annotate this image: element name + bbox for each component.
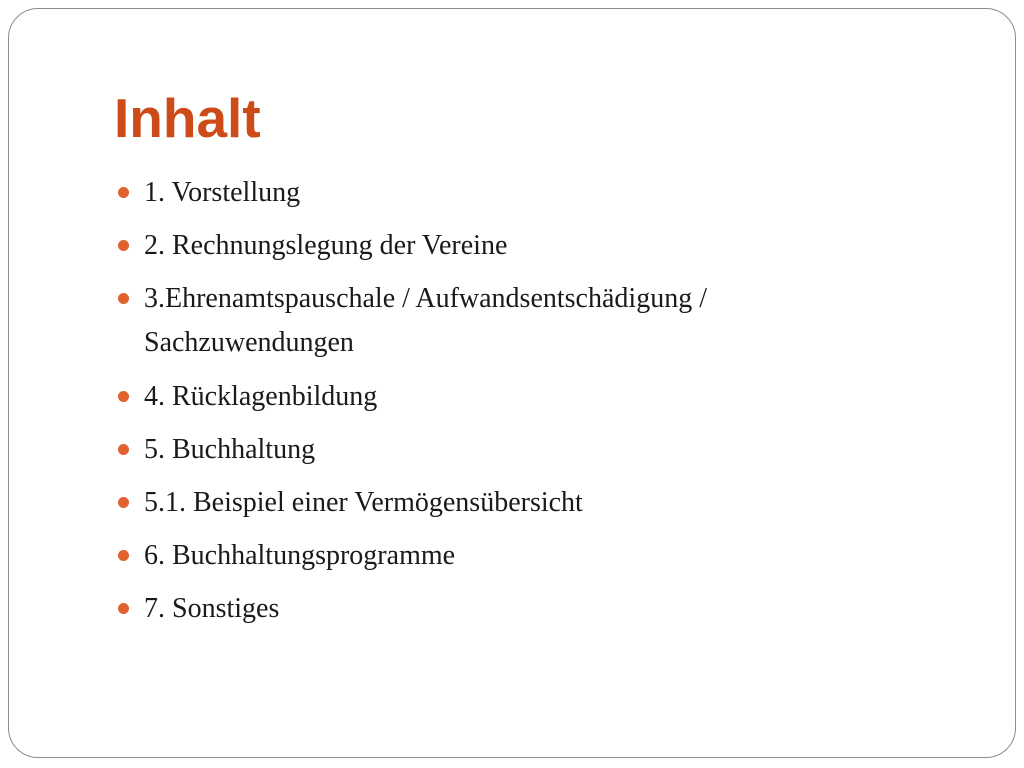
list-item (114, 375, 854, 418)
list-item-label: 1. Vorstellung (144, 177, 301, 208)
list-item (114, 481, 854, 524)
bullet-dot-icon (118, 391, 129, 402)
list-item-label: 6. Buchhaltungsprogramme (144, 540, 456, 571)
list-item-label: 2. Rechnungslegung der Vereine (144, 230, 508, 261)
bullet-dot-icon (118, 444, 129, 455)
list-item (114, 587, 854, 630)
bullet-dot-icon (118, 293, 129, 304)
slide (8, 8, 1016, 758)
bullet-dot-icon (118, 550, 129, 561)
list-item-label: 4. Rücklagenbildung (144, 381, 378, 412)
bullet-dot-icon (118, 603, 129, 614)
bullet-list (114, 171, 854, 640)
list-item-label: 5. Buchhaltung (144, 434, 316, 465)
list-item-label: 5.1. Beispiel einer Vermögensübersicht (144, 487, 583, 518)
list-item (114, 224, 854, 267)
list-item-label: 3.Ehrenamtspauschale / Aufwandsentschädigung / Sachzuwendungen (144, 283, 707, 358)
slide-title: Inhalt (114, 87, 261, 149)
list-item (114, 171, 854, 214)
list-item (114, 277, 854, 365)
bullet-dot-icon (118, 497, 129, 508)
list-item-label: 7. Sonstiges (144, 593, 280, 624)
list-item (114, 534, 854, 577)
list-item (114, 428, 854, 471)
bullet-dot-icon (118, 187, 129, 198)
bullet-dot-icon (118, 240, 129, 251)
